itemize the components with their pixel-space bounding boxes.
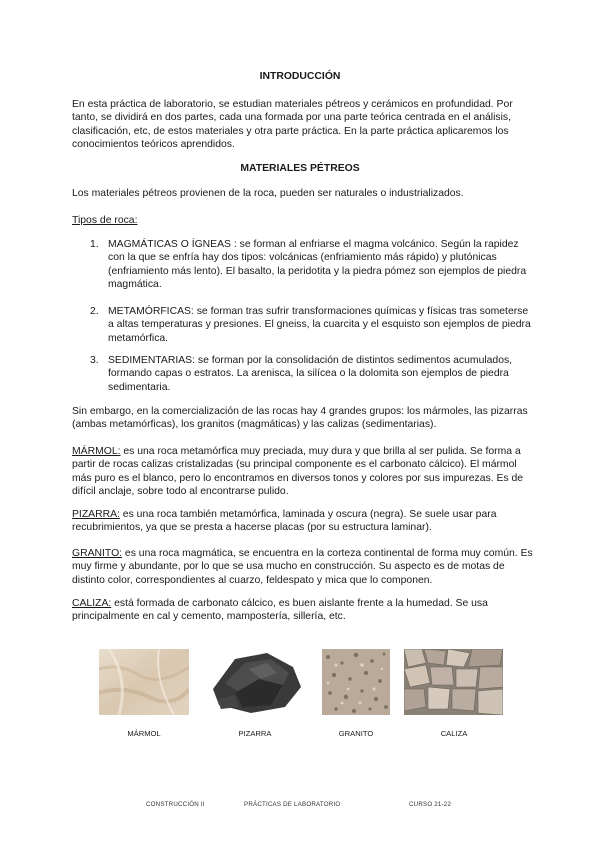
group-text: está formada de carbonato cálcico, es buen aislante frente a la humedad. Se usa principalmente en cal y cemento, mampostería, sillería, etc. bbox=[72, 598, 488, 623]
intro-title: INTRODUCCIÓN bbox=[259, 71, 341, 82]
list-number: 3. bbox=[90, 355, 99, 366]
list-item-text: SEDIMENTARIAS: se forman por la consolidación de distintos sedimentos acumulados, formando capas o estratos. La arenisca, la silícea o la dolomita son ejemplos de piedra sedimentaria. bbox=[108, 355, 513, 393]
marmol-image bbox=[99, 649, 189, 715]
list-item bbox=[90, 354, 534, 394]
group-term: PIZARRA: bbox=[72, 509, 120, 520]
group-marmol bbox=[72, 445, 534, 499]
pizarra-image bbox=[205, 649, 305, 715]
group-granito bbox=[72, 547, 534, 587]
caption-caliza: CALIZA bbox=[440, 729, 468, 738]
group-term: GRANITO: bbox=[72, 548, 123, 559]
list-number: 2. bbox=[90, 306, 99, 317]
petreos-title: MATERIALES PÉTREOS bbox=[240, 163, 360, 174]
footer-left: CONSTRUCCIÓN II bbox=[146, 801, 205, 808]
list-number: 1. bbox=[90, 239, 99, 250]
caliza-image bbox=[404, 649, 503, 715]
footer-right: CURSO 21-22 bbox=[409, 801, 452, 808]
group-pizarra bbox=[72, 508, 534, 535]
caption-marmol: MÁRMOL bbox=[127, 729, 161, 738]
list-item bbox=[90, 305, 534, 345]
granito-image bbox=[322, 649, 390, 715]
list-item-text: MAGMÁTICAS O ÍGNEAS : se forman al enfriarse el magma volcánico. Según la rapidez con la que se enfría hay dos tipos: volcánicas (enfriamiento más rápido) y plutónicas (enfriamiento más lento). El basalto, la peridotita y la piedra pómez son ejemplos de piedra magmática. bbox=[108, 239, 527, 291]
group-text: es una roca también metamórfica, laminada y oscura (negra). Se suele usar para recubrimientos, ya que se presta a hacerse placas (por su estructura laminar). bbox=[72, 509, 497, 534]
intro-paragraph: En esta práctica de laboratorio, se estudian materiales pétreos y cerámicos en profundidad. Por tanto, se dividirá en dos partes, cada una formada por una parte teórica centrada en el análisis, clasificación, etc, de estos materiales y otra parte práctica. En la parte práctica aplicaremos los conocimientos teóricos aprendidos. bbox=[72, 99, 513, 151]
footer-center: PRÁCTICAS DE LABORATORIO bbox=[244, 801, 341, 808]
group-text: es una roca magmática, se encuentra en la corteza continental de forma muy común. Es muy firme y abundante, por lo que se usa mucho en construcción. Su aspecto es de motas de distinto color, correspondientes al cuarzo, feldespato y mica que lo componen. bbox=[72, 548, 533, 586]
caption-pizarra: PIZARRA bbox=[238, 729, 272, 738]
petreos-paragraph: Los materiales pétreos provienen de la roca, pueden ser naturales o industrializados. bbox=[72, 188, 464, 199]
group-term: MÁRMOL: bbox=[72, 446, 121, 457]
group-caliza bbox=[72, 597, 534, 624]
types-heading bbox=[72, 214, 534, 227]
list-item bbox=[90, 238, 534, 292]
types-heading-text: Tipos de roca: bbox=[72, 215, 138, 226]
group-text: es una roca metamórfica muy preciada, muy dura y que brilla al ser pulida. Se forma a partir de rocas calizas cristalizadas (su principal componente es el carbonato cálcico). El mármol más puro es el blanco, pero lo encontramos en diversos tonos y colores por sus impurezas. Es de difícil anclaje, sobre todo al encontrarse pulido. bbox=[72, 446, 524, 498]
group-term: CALIZA: bbox=[72, 598, 112, 609]
list-item-text: METAMÓRFICAS: se forman tras sufrir transformaciones químicas y físicas tras someterse a altas temperaturas y presiones. El gneiss, la cuarcita y el esquisto son ejemplos de piedra metamórfica. bbox=[108, 306, 531, 344]
commercial-paragraph: Sin embargo, en la comercialización de las rocas hay 4 grandes grupos: los mármoles, las pizarras (ambas metamórficas), los granitos (magmáticas) y las calizas (sedimentarias). bbox=[72, 406, 528, 431]
caption-granito: GRANITO bbox=[338, 729, 374, 738]
